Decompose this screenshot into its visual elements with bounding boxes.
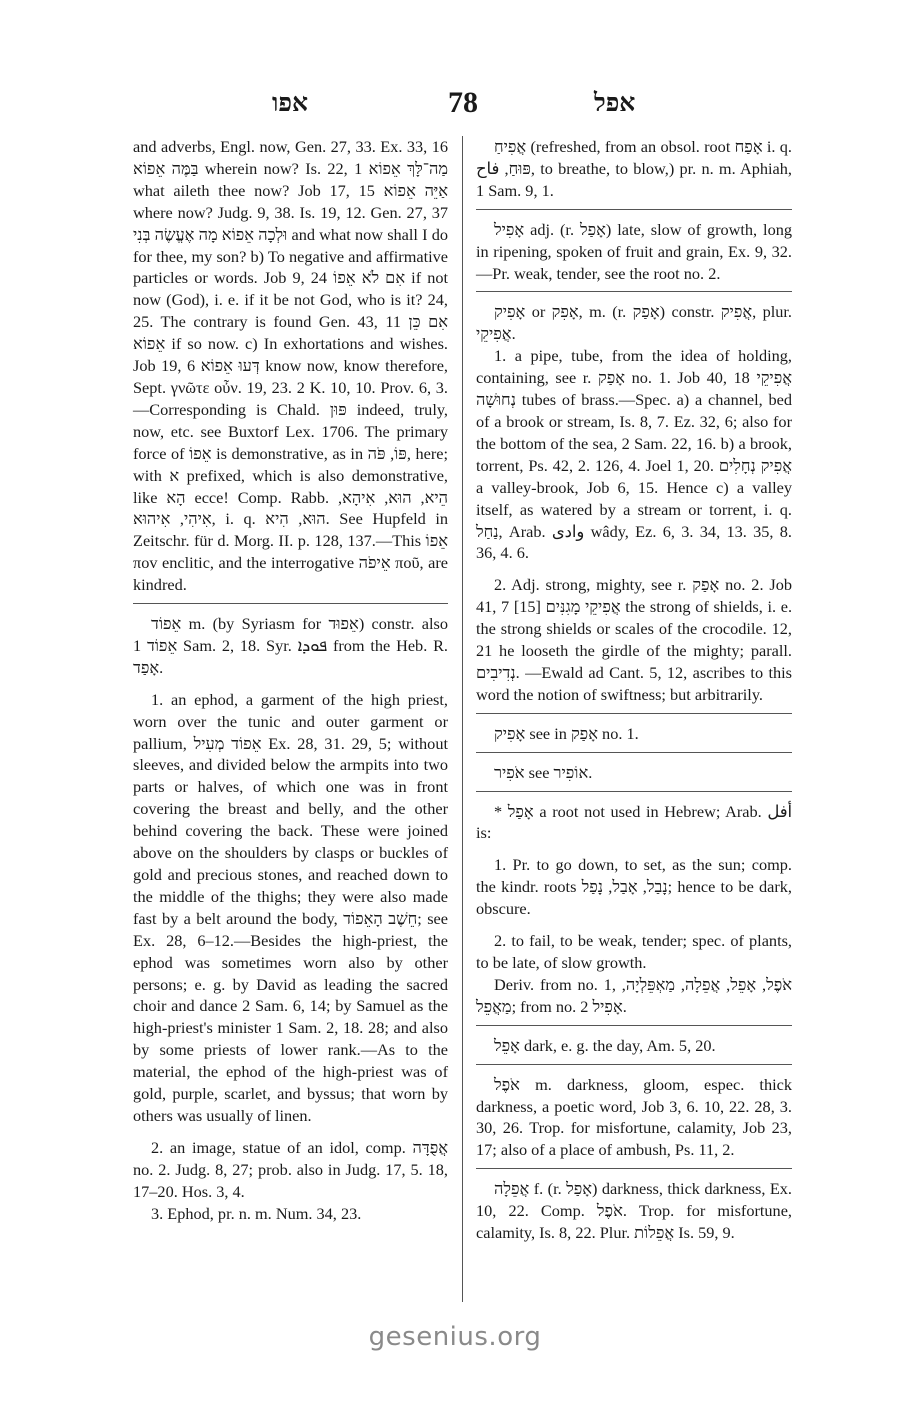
entry-aphiq-head: אָפִיק or אָפִק, m. (r. אָפַק) constr. אֲפִיק, plur. אֲפִיקֵי. [476,302,792,344]
column-divider [462,136,463,1302]
entry-aphiah: אֲפִיחַ (refreshed, from an obsol. root אָפַח i. q. פּוּחַ, فاح, to breathe, to blow,) pr. n. m. Aphiah, 1 Sam. 9, 1. [476,137,792,200]
entry-ophir-xref: אֹפִיר see אוֹפִיר. [494,762,593,782]
entry-aphal-sense-1: 1. Pr. to go down, to set, as the sun; comp. the kindr. roots נָבַל, אָבַל, נָפַל; hence to be dark, obscure. [476,855,793,919]
entry-aphal-root: * אָפַל a root not used in Hebrew; Arab. أفل is: [476,801,792,843]
entry-divider [476,713,792,714]
right-guide-word: אפל [594,90,636,117]
left-column [133,136,448,1225]
entry-afo-continued: and adverbs, Engl. now, Gen. 27, 33. Ex. 33, 16 בַּמֶּה אֵפוֹא wherein now? Is. 22, 1 מַה־לָּךְ אֵפוֹא what aileth thee now? Job 17, 15 אַיֵּה אֵפוֹא where now? Judg. 9, 38. Is. 19, 12. Gen. 27, 37 וּלְכָה אֵפוֹא מָה אֶעֱשֶׂה בְּנִי and what now shall I do for thee, my son? b) To negative and affirmative particles or words. Job 9, 24 אִם לֹא אֵפוֹ if not now (God), i. e. if it be not God, who is it? 24, 25. The contrary is found Gen. 43, 11 אִם כֵּן אֵפוֹא if so now. c) In exhortations and wishes. Job 19, 6 דְּעוּ אֵפוֹא know now, know therefore, Sept. γνῶτε οὖν. 19, 23. 2 K. 10, 10. Prov. 6, 3.—Corresponding is Chald. פּוּן indeed, truly, now, etc. see Buxtorf Lex. 1706. The primary force of אֵפוֹ is demonstrative, as in פּוֹ, פֹּה, here; with א prefixed, which is also demonstrative, like הָא ecce! Comp. Rabb. הֵיא, הוּא, אִיהָא, אִיהִי, אִיהוּא, i. q. הוּא, הִיא. See Hupfeld in Zeitschr. für d. Morg. II. p. 128, 137.—This אֵפוֹ πov enclitic, and the interrogative אֵיפֹה ποῦ, are kindred. [133,137,449,595]
site-watermark: gesenius.org [368,1322,542,1352]
entry-divider [476,1064,792,1065]
entry-aphal-derivatives: Deriv. from no. 1, אֹפֶל, אָפֵל, אֲפֵלָה, מַאְפֵּלְיָה, מַאֲפֵל; from no. 2 אָפִיל. [476,974,792,1016]
entry-aphal-sense-2: 2. to fail, to be weak, tender; spec. of plants, to be late, of slow growth. [476,931,792,972]
entry-divider [476,209,792,210]
entry-ephod-head: אֵפוֹד m. (by Syriasm for אֵפוּד) constr. also אֵפוֹד 1 Sam. 2, 18. Syr. ܦܘܕܐ from the Heb. R. אָפַד. [133,614,449,677]
entry-aphil: אָפִיל adj. (r. אָפַל) late, slow of growth, long in ripening, spoken of fruit and grain, Ex. 9, 32.—Pr. weak, tender, see the root no. 2. [476,219,793,283]
entry-ephod-sense-1: 1. an ephod, a garment of the high priest, worn over the tunic and outer garment or pallium, אֵפוֹד מְעִיל Ex. 28, 31. 29, 5; without sleeves, and divided below the armpits into two parts or halves, of which one was in front covering the breast and belly, and the other behind covering the back. These were joined above on the shoulders by clasps or buckles of gold and precious stones, and reached down to the middle of the thighs; they were also made fast by a belt around the body, חֵשֶׁב הָאֵפוֹד; see Ex. 28, 6–12.—Besides the high-priest, the ephod was sometimes worn also by other persons; e. g. by David as leading the sacred choir and dance 2 Sam. 6, 14; by Samuel as the high-priest's minister 1 Sam. 2, 18. 28; and also by some priests of lower rank.—As to the material, the ephod of the high-priest was of gold, purple, scarlet, and byssus; that worn by others was usually of linen. [133,689,448,1125]
entry-ephod-sense-2: 2. an image, statue of an idol, comp. אֲפֻדָּה no. 2. Judg. 8, 27; prob. also in Judg. 17, 5. 18, 17–20. Hos. 3, 4. [133,1137,448,1201]
entry-aphelah: אֲפֵלָה f. (r. אָפַל) darkness, thick darkness, Ex. 10, 22. Comp. אֹפֶל. Trop. for misfortune, calamity, Is. 8, 22. Plur. אֲפֵלוֹת Is. 59, 9. [476,1179,793,1243]
left-guide-word: אפו [272,90,309,117]
entry-divider [476,791,792,792]
page-number: 78 [448,86,478,119]
entry-aphel: אָפֵל dark, e. g. the day, Am. 5, 20. [494,1035,716,1055]
entry-aphiq-xref: אָפִיק see in אָפַק no. 1. [494,723,639,743]
entry-divider [476,1025,792,1026]
entry-ophel: אֹפֶל m. darkness, gloom, espec. thick darkness, a poetic word, Job 3, 6. 10, 22. 28, 3. 30, 26. Trop. for misfortune, calamity, Job 23, 17; also of a place of ambush, Ps. 11, 2. [476,1074,792,1160]
entry-divider [476,752,792,753]
entry-divider [476,1168,792,1169]
entry-divider [133,603,448,604]
entry-ephod-sense-3: 3. Ephod, pr. n. m. Num. 34, 23. [151,1203,362,1223]
entry-aphiq-sense-2: 2. Adj. strong, mighty, see r. אָפַק no. 2. Job 41, 7 [15] אֲפִיקֵי מָגִנִּים the strong of shields, i. e. the strong shields or scales of the crocodile. 12, 21 he looseth the girdle of the mighty; parall. נְדִיבִים. —Ewald ad Cant. 5, 12, ascribes to this word the notion of swiftness; but arbitrarily. [476,575,793,704]
page-header [0,86,910,126]
entry-divider [476,291,792,292]
right-column [476,136,792,1244]
entry-aphiq-sense-1: 1. a pipe, tube, from the idea of holding, containing, see r. אָפַק no. 1. Job 40, 18 אֲפִיקֵי נְחוּשָׁה tubes of brass.—Spec. a) a channel, bed of a brook or stream, Is. 8, 7. Ez. 32, 6; also for the bottom of the sea, 2 Sam. 22, 16. b) a brook, torrent, Ps. 42, 2. 126, 4. Joel 1, 20. אֲפִיק נְחָלִים a valley-brook, Job 6, 15. Hence c) a valley itself, as watered by a stream or torrent, i. q. נַחַל, Arab. وادى wâdy, Ez. 6, 3. 34, 13. 35, 8. 36, 4. 6. [476,346,792,563]
